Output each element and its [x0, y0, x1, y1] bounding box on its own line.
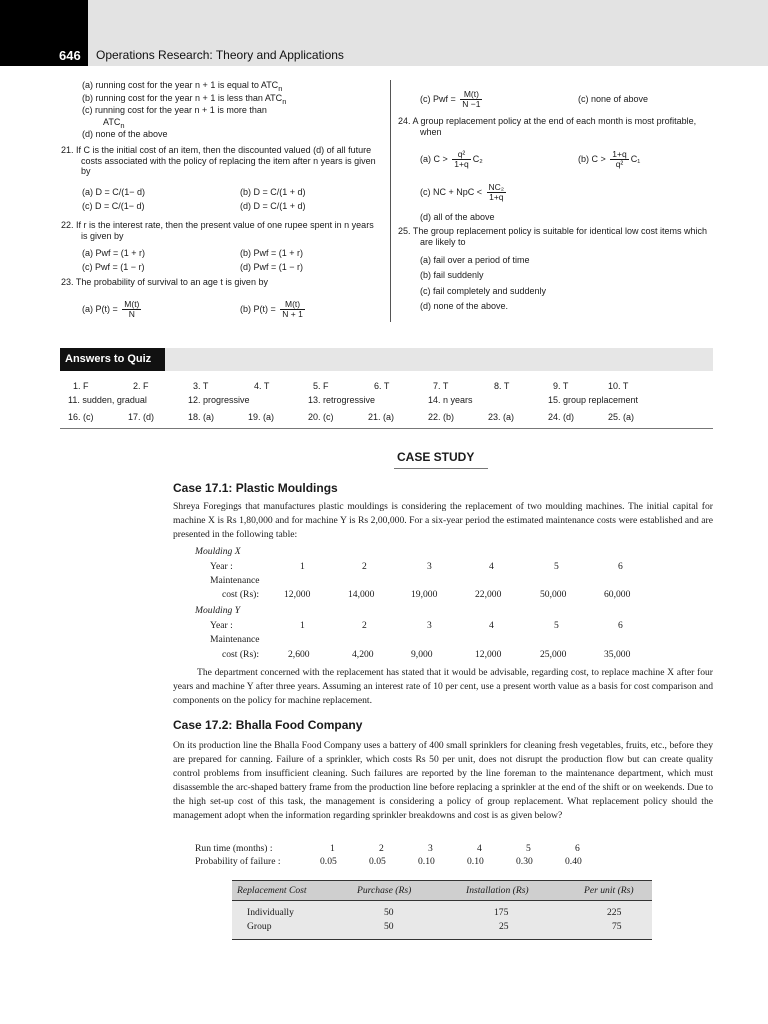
moulding-y-year: 5 — [554, 620, 559, 631]
moulding-x-year: 6 — [618, 561, 623, 572]
q21-option-d: (d) D = C/(1 + d) — [240, 201, 306, 211]
run-time-month: 4 — [477, 843, 482, 854]
run-time-label: Run time (months) : — [195, 843, 273, 854]
answer-1: 1. F — [73, 381, 89, 391]
probability-label: Probability of failure : — [195, 856, 281, 867]
moulding-y-cost: 4,200 — [352, 649, 374, 660]
moulding-x-year: 5 — [554, 561, 559, 572]
answer-23: 23. (a) — [488, 412, 515, 422]
moulding-x-cost: 19,000 — [411, 589, 438, 600]
answer-18: 18. (a) — [188, 412, 215, 422]
answer-21: 21. (a) — [368, 412, 395, 422]
replacement-cost-header — [232, 881, 652, 901]
answer-24: 24. (d) — [548, 412, 575, 422]
moulding-y-cost: 12,000 — [475, 649, 502, 660]
year-label-y: Year : — [210, 620, 233, 631]
moulding-x-cost: 50,000 — [540, 589, 567, 600]
q20-option-c: (c) running cost for the year n + 1 is more than — [82, 105, 267, 115]
q22-stem: 22. If r is the interest rate, then the present value of one rupee spent in n years is given by — [61, 220, 374, 241]
answer-2: 2. F — [133, 381, 149, 391]
answer-11: 11. sudden, gradual — [68, 395, 147, 405]
answer-13: 13. retrogressive — [308, 395, 376, 405]
q23-option-d: (c) none of above — [578, 94, 649, 104]
answer-22: 22. (b) — [428, 412, 455, 422]
maintenance-label-x: Maintenance — [210, 575, 260, 586]
row-group-installation: 25 — [499, 921, 509, 932]
case-2-text: On its production line the Bhalla Food Company uses a battery of 400 small sprinklers for cleaning fresh vegetables, fruits, etc., before they are prepared for canning. Failure of a sprinkler, which costs Rs 50 per unit, does not disrupt the production flow but can create quality control problems from insufficient cleaning. Such failures are reported by the line foreman to the maintenance department, which must disassemble the arc-shaped battery frame from the production line before replacing a sprinkler at the end of the shift or on weekends. Due to the high set-up cost of this task, the management is considering a policy of group replacement. What replacement policy should the management adopt when the information regarding sprinkler breakdowns and cost is as given below? — [173, 740, 713, 821]
failure-probability: 0.10 — [418, 856, 435, 867]
q21-option-a: (a) D = C/(1− d) — [82, 187, 146, 197]
header-installation: Installation (Rs) — [466, 885, 529, 896]
moulding-y-year: 6 — [618, 620, 623, 631]
answer-14: 14. n years — [428, 395, 473, 405]
q25-option-b: (b) fail suddenly — [420, 270, 484, 280]
moulding-x-cost: 60,000 — [604, 589, 631, 600]
run-time-month: 6 — [575, 843, 580, 854]
answer-12: 12. progressive — [188, 395, 250, 405]
moulding-y-year: 1 — [300, 620, 305, 631]
answer-3: 3. T — [193, 381, 209, 391]
q20-option-b: (b) running cost for the year n + 1 is less than $ATC_n$ — [82, 93, 287, 106]
moulding-y-cost: 9,000 — [411, 649, 433, 660]
q22-option-d: (d) Pwf = (1 − r) — [240, 262, 304, 272]
moulding-x-cost: 12,000 — [284, 589, 311, 600]
case-2-heading: Case 17.2: Bhalla Food Company — [173, 718, 363, 732]
run-time-month: 3 — [428, 843, 433, 854]
replacement-cost-body — [232, 901, 652, 939]
q24-option-a: (a) C > $\frac{\text{q²}}{1+q}$ C₂ — [420, 149, 483, 169]
row-individually-installation: 175 — [494, 907, 509, 918]
case-1-conclusion: The department concerned with the replacement has stated that it would be advisable, regarding cost, to replace machine X after four years and machine Y after three years. Assuming an interest rate of 10 per cent, use a present worth value as a basis for cost comparison and components on the policy for machine replacement. — [173, 667, 713, 706]
row-individually-purchase: 50 — [384, 907, 394, 918]
header-purchase: Purchase (Rs) — [357, 885, 412, 896]
cost-label-y: cost (Rs): — [222, 649, 260, 660]
q24-option-b: (b) C > $\frac{1+q}{\text{q²}}$ C₁ — [578, 149, 641, 169]
answer-4: 4. T — [254, 381, 270, 391]
q25-option-a: (a) fail over a period of time — [420, 255, 530, 265]
moulding-y-label: Moulding Y — [195, 605, 241, 616]
q22-option-b: (b) Pwf = (1 + r) — [240, 248, 304, 258]
moulding-y-year: 2 — [362, 620, 367, 631]
moulding-y-year: 3 — [427, 620, 432, 631]
answer-16: 16. (c) — [68, 412, 94, 422]
row-individually-label: Individually — [247, 907, 294, 918]
page-number: 646 — [59, 48, 81, 63]
failure-probability: 0.10 — [467, 856, 484, 867]
answer-25: 25. (a) — [608, 412, 635, 422]
header-per-unit: Per unit (Rs) — [584, 885, 634, 896]
q25-stem: 25. The group replacement policy is suitable for identical low cost items which are likely to — [398, 226, 707, 247]
maintenance-label-y: Maintenance — [210, 634, 260, 645]
q25-option-c: (c) fail completely and suddenly — [420, 286, 547, 296]
moulding-x-year: 4 — [489, 561, 494, 572]
case-1-heading: Case 17.1: Plastic Mouldings — [173, 481, 338, 495]
answer-6: 6. T — [374, 381, 390, 391]
column-divider — [390, 80, 391, 322]
moulding-x-cost: 22,000 — [475, 589, 502, 600]
answers-rule — [60, 428, 713, 429]
cost-label-x: cost (Rs): — [222, 589, 260, 600]
q24-stem: 24. A group replacement policy at the end of each month is most profitable, when — [398, 116, 697, 137]
answer-9: 9. T — [553, 381, 569, 391]
q20-option-c-cont: $ATC_n$ — [103, 117, 125, 130]
q24-option-d: (d) all of the above — [420, 212, 495, 222]
run-time-month: 1 — [330, 843, 335, 854]
moulding-y-cost: 25,000 — [540, 649, 567, 660]
answers-title: Answers to Quiz — [60, 348, 165, 371]
q23-option-a: (a) P(t) = $\frac{M(t)}{N}$ — [82, 299, 140, 319]
case-study-underline — [394, 468, 488, 469]
q23-option-b: (b) P(t) = $\frac{M(t)}{N + 1}$ — [240, 299, 303, 319]
moulding-x-year: 1 — [300, 561, 305, 572]
answer-15: 15. group replacement — [548, 395, 639, 405]
q25-option-d: (d) none of the above. — [420, 301, 509, 311]
q21-option-c: (c) D = C/(1− d) — [82, 201, 145, 211]
q23-option-c: (c) Pwf = $\frac{M(t)}{N -1}$ — [420, 89, 481, 109]
q24-option-c: (c) NC + NpC < $\frac{\text{NC₂}}{1+q}$ — [420, 182, 505, 202]
replacement-cost-table — [232, 880, 652, 940]
year-label-x: Year : — [210, 561, 233, 572]
q20-option-d: (d) none of the above — [82, 129, 168, 139]
answer-20: 20. (c) — [308, 412, 334, 422]
moulding-y-cost: 2,600 — [288, 649, 310, 660]
q21-stem: 21. If C is the initial cost of an item, then the discounted valued (d) of all future costs associated with the policy of replacing the item after n years is given by — [61, 145, 376, 177]
header-replacement-cost: Replacement Cost — [237, 885, 307, 896]
answer-8: 8. T — [494, 381, 510, 391]
row-individually-per-unit: 225 — [607, 907, 622, 918]
moulding-x-cost: 14,000 — [348, 589, 375, 600]
row-group-purchase: 50 — [384, 921, 394, 932]
failure-probability: 0.05 — [320, 856, 337, 867]
answer-19: 19. (a) — [248, 412, 275, 422]
book-title: Operations Research: Theory and Applications — [96, 48, 344, 62]
q20-option-a: (a) running cost for the year n + 1 is equal to $ATC_n$ — [82, 80, 283, 93]
q21-option-b: (b) D = C/(1 + d) — [240, 187, 306, 197]
moulding-x-year: 3 — [427, 561, 432, 572]
moulding-y-year: 4 — [489, 620, 494, 631]
run-time-month: 2 — [379, 843, 384, 854]
run-time-month: 5 — [526, 843, 531, 854]
row-group-per-unit: 75 — [612, 921, 622, 932]
case-study-title: CASE STUDY — [397, 450, 475, 464]
failure-probability: 0.30 — [516, 856, 533, 867]
failure-probability: 0.40 — [565, 856, 582, 867]
answer-10: 10. T — [608, 381, 629, 391]
moulding-x-label: Moulding X — [195, 546, 241, 557]
moulding-y-cost: 35,000 — [604, 649, 631, 660]
q23-stem: 23. The probability of survival to an age t is given by — [61, 277, 268, 287]
failure-probability: 0.05 — [369, 856, 386, 867]
q22-option-a: (a) Pwf = (1 + r) — [82, 248, 146, 258]
q22-option-c: (c) Pwf = (1 − r) — [82, 262, 145, 272]
answer-5: 5. F — [313, 381, 329, 391]
row-group-label: Group — [247, 921, 272, 932]
moulding-x-year: 2 — [362, 561, 367, 572]
answer-7: 7. T — [433, 381, 449, 391]
case-1-intro: Shreya Foregings that manufactures plastic mouldings is considering the replacement of two moulding machines. The initial capital for machine X is Rs 1,80,000 and for machine Y is Rs 2,00,000. For a six-year period the estimated maintenance costs were established and are presented in the following table: — [173, 501, 713, 540]
answer-17: 17. (d) — [128, 412, 155, 422]
